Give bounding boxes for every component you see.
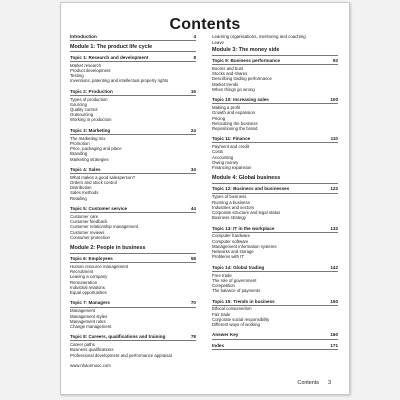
- topic-block: [70, 167, 196, 201]
- topic-subitem: The marketing mix: [70, 135, 106, 141]
- topic-heading: [212, 299, 338, 306]
- topic-subitem: Making a profit: [212, 105, 241, 111]
- topic-subitem: Sales methods: [70, 190, 99, 196]
- topic-subitem: Professional development and performance appraisal: [70, 352, 172, 358]
- topic-heading: [70, 300, 196, 307]
- topic-subitem: Sourcing: [70, 101, 87, 107]
- topic-subitem: Branding: [70, 151, 88, 157]
- introduction-label: Introduction: [70, 34, 97, 39]
- topic-subitem: Computer software: [212, 238, 249, 244]
- topic-title: Topic 15: Trends in business: [212, 298, 275, 304]
- back-matter-label: Answer Key: [212, 332, 239, 338]
- topic-subitem: Ethical consumerism: [212, 306, 252, 312]
- topic-subitem: Leave: [212, 39, 224, 45]
- topic-page-number: 93: [332, 58, 338, 64]
- topic-subitem: Career paths: [70, 342, 95, 348]
- left-column: [70, 34, 196, 368]
- topic-title: Topic 8: Careers, qualifications and training: [70, 334, 166, 340]
- introduction-row: [70, 34, 196, 41]
- topic-subitem: Booms and bust: [212, 66, 244, 72]
- topic-page-number: 24: [190, 127, 196, 133]
- topic-page-number: 78: [190, 334, 196, 340]
- topic-heading: [70, 206, 196, 213]
- topic-subitem: Management styles: [70, 313, 108, 319]
- topic-subitem: Relocating the business: [212, 120, 258, 126]
- topic-subitem: What makes a good salesperson?: [70, 174, 135, 180]
- topic-subitem: The role of government: [212, 277, 257, 283]
- right-column: [212, 34, 338, 354]
- topic-subitem: Price, packaging and place: [70, 146, 122, 152]
- footer-page-number: 3: [328, 380, 331, 386]
- topic-subitem: Product development: [70, 67, 111, 73]
- topic-subitem: Payment and credit: [212, 144, 250, 150]
- topic-page-number: 58: [190, 256, 196, 262]
- topic-block: [70, 55, 196, 84]
- topic-subitem: Outsourcing: [70, 112, 94, 118]
- back-matter-page-number: 171: [330, 343, 338, 349]
- module-heading: Module 3: The money side: [212, 47, 338, 56]
- topic-block: [70, 128, 196, 162]
- topic-heading: [70, 167, 196, 174]
- topic-heading: [70, 89, 196, 96]
- topic-subitem: Remuneration: [70, 279, 97, 285]
- topic-page-number: 122: [330, 186, 338, 192]
- topic-subitem: Computer hardware: [212, 233, 250, 239]
- topic-subitem: Types of production: [70, 96, 108, 102]
- topic-subitem: Financing expansion: [212, 165, 252, 171]
- topic-subitem: Corporate structure and legal status: [212, 209, 281, 215]
- topic-subitem: Recruitment: [70, 269, 94, 275]
- topic-subitem: Repositioning the brand: [212, 125, 258, 131]
- topic-page-number: 100: [330, 97, 338, 103]
- topic-block: [70, 256, 196, 295]
- topic-subitem: Distribution: [70, 185, 92, 191]
- topic-title: Topic 6: Employees: [70, 256, 113, 262]
- topic-heading: [70, 128, 196, 135]
- topic-subitem: Customer feedback: [70, 219, 108, 225]
- page-title: Contents: [169, 16, 241, 33]
- topic-subitem: Describing trading performance: [212, 76, 272, 82]
- topic-subitem: Networks and storage: [212, 249, 254, 255]
- topic-page-number: 34: [190, 166, 196, 172]
- topic-subitem: Retailing: [70, 195, 87, 201]
- topic-subitem: Promotion: [70, 140, 90, 146]
- publisher-url: www.nhaonnuoc.com: [70, 363, 111, 369]
- topic-subitem: The balance of payments: [212, 288, 261, 294]
- topic-subitem: Free trade: [212, 272, 232, 278]
- back-matter: [212, 332, 338, 350]
- topic-subitem: Change management: [70, 323, 112, 329]
- topic-subitem: Testing: [70, 73, 84, 79]
- topic-title: Topic 5: Customer service: [70, 206, 128, 212]
- topic-block: [70, 334, 196, 358]
- topic-subitem: Working in production: [70, 117, 112, 123]
- topic-subitem: Consumer protection: [70, 234, 110, 240]
- topic-subitem: Industries and sectors: [212, 204, 255, 210]
- topic-page-number: 70: [190, 300, 196, 306]
- back-matter-page-number: 160: [330, 332, 338, 338]
- topic-block: [70, 300, 196, 329]
- topic-subitem: Orders and stock control: [70, 180, 117, 186]
- topic-subitem: Market trends: [212, 81, 239, 87]
- module-heading: Module 1: The product life cycle: [70, 44, 196, 53]
- topic-subitem: Marketing strategies: [70, 156, 109, 162]
- topic-subitem: Leaving a company: [70, 274, 108, 280]
- topic-heading: [212, 97, 338, 104]
- topic-subitem: Business qualifications: [70, 347, 114, 353]
- topic-title: Topic 4: Sales: [70, 166, 101, 172]
- topic-title: Topic 1: Research and development: [70, 54, 149, 60]
- topic-subitem: Running a business: [212, 199, 250, 205]
- back-matter-row: [212, 343, 338, 350]
- topic-subitem: Growth and expansion: [212, 110, 255, 116]
- page-footer: [297, 380, 331, 386]
- topic-block: [70, 89, 196, 123]
- topic-title: Topic 2: Production: [70, 88, 113, 94]
- topic-subitem: Management roles: [70, 318, 106, 324]
- topic-title: Topic 10: Increasing sales: [212, 97, 269, 103]
- topic-subitem: Inventions, patenting and intellectual property rights: [70, 78, 169, 84]
- topic-subitem: Customer relationship management: [70, 224, 139, 230]
- topic-block: [212, 186, 338, 220]
- topic-page-number: 132: [330, 225, 338, 231]
- topic-subitem: Fair trade: [212, 311, 231, 317]
- topic-title: Topic 12: Business and businesses: [212, 186, 290, 192]
- topic-heading: [212, 186, 338, 193]
- module-heading: Module 2: People in business: [70, 245, 196, 254]
- topic-title: Topic 11: Finance: [212, 136, 251, 142]
- topic-subitem: Competition: [212, 282, 235, 288]
- topic-subitem: Business strategy: [212, 215, 246, 221]
- topic-subitem: Market research: [70, 62, 102, 68]
- module-heading: Module 4: Global business: [212, 175, 338, 184]
- topic-heading: [212, 265, 338, 272]
- topic-heading: [212, 136, 338, 143]
- topic-subitem: Industrial relations: [70, 284, 105, 290]
- topic-subitem: Equal opportunities: [70, 290, 107, 296]
- topic-heading: [70, 256, 196, 263]
- topic-subitem: Types of business: [212, 194, 247, 200]
- topic-subitem: Customer reviews: [70, 229, 105, 235]
- back-matter-label: Index: [212, 343, 224, 349]
- footer-label: Contents: [297, 380, 319, 386]
- topic-subitem: Quality control: [70, 107, 98, 113]
- topic-subitem: Costs: [212, 149, 223, 155]
- topic-title: Topic 9: Business performance: [212, 58, 281, 64]
- topic-block: [212, 299, 338, 328]
- topic-heading: [212, 58, 338, 65]
- topic-heading: [70, 55, 196, 62]
- topic-subitem: Human resource management: [70, 264, 129, 270]
- topic-subitem: Problems with IT: [212, 254, 244, 260]
- topic-subitem: When things go wrong: [212, 86, 255, 92]
- topic-title: Topic 14: Global trading: [212, 264, 265, 270]
- back-matter-row: [212, 332, 338, 339]
- topic-subitem: Owing money: [212, 159, 239, 165]
- topic-subitem: Different ways of working: [212, 322, 260, 328]
- topic-subitem: Accounting: [212, 154, 234, 160]
- topic-page-number: 44: [190, 206, 196, 212]
- book-page: [60, 2, 350, 395]
- topic-heading: [70, 334, 196, 341]
- introduction-page-number: 4: [193, 34, 196, 39]
- topic-title: Topic 3: Marketing: [70, 127, 111, 133]
- topic-page-number: 16: [190, 88, 196, 94]
- topic-subitem: Management information systems: [212, 243, 277, 249]
- introduction-entry: [70, 34, 196, 41]
- topic-subitem: Learning organisations, mentoring and coaching: [212, 34, 306, 39]
- topic-block: [212, 265, 338, 294]
- topic-page-number: 8: [193, 54, 196, 60]
- topic-subitem: Management: [70, 308, 96, 314]
- topic-block: [212, 97, 338, 131]
- topic-block: [212, 58, 338, 92]
- topic-subitem: Corporate social responsibility: [212, 316, 270, 322]
- topic-subitem: Customer care: [70, 213, 99, 219]
- topic-subitem: Stocks and shares: [212, 71, 248, 77]
- topic-title: Topic 7: Managers: [70, 300, 110, 306]
- topic-heading: [212, 226, 338, 233]
- topic-subitem: Pricing: [212, 115, 226, 121]
- topic-block: [212, 136, 338, 170]
- topic-block: [70, 206, 196, 240]
- topic-page-number: 150: [330, 298, 338, 304]
- topic-page-number: 142: [330, 264, 338, 270]
- topic-page-number: 110: [330, 136, 338, 142]
- topic-block: [212, 226, 338, 260]
- topic-title: Topic 13: IT in the workplace: [212, 225, 275, 231]
